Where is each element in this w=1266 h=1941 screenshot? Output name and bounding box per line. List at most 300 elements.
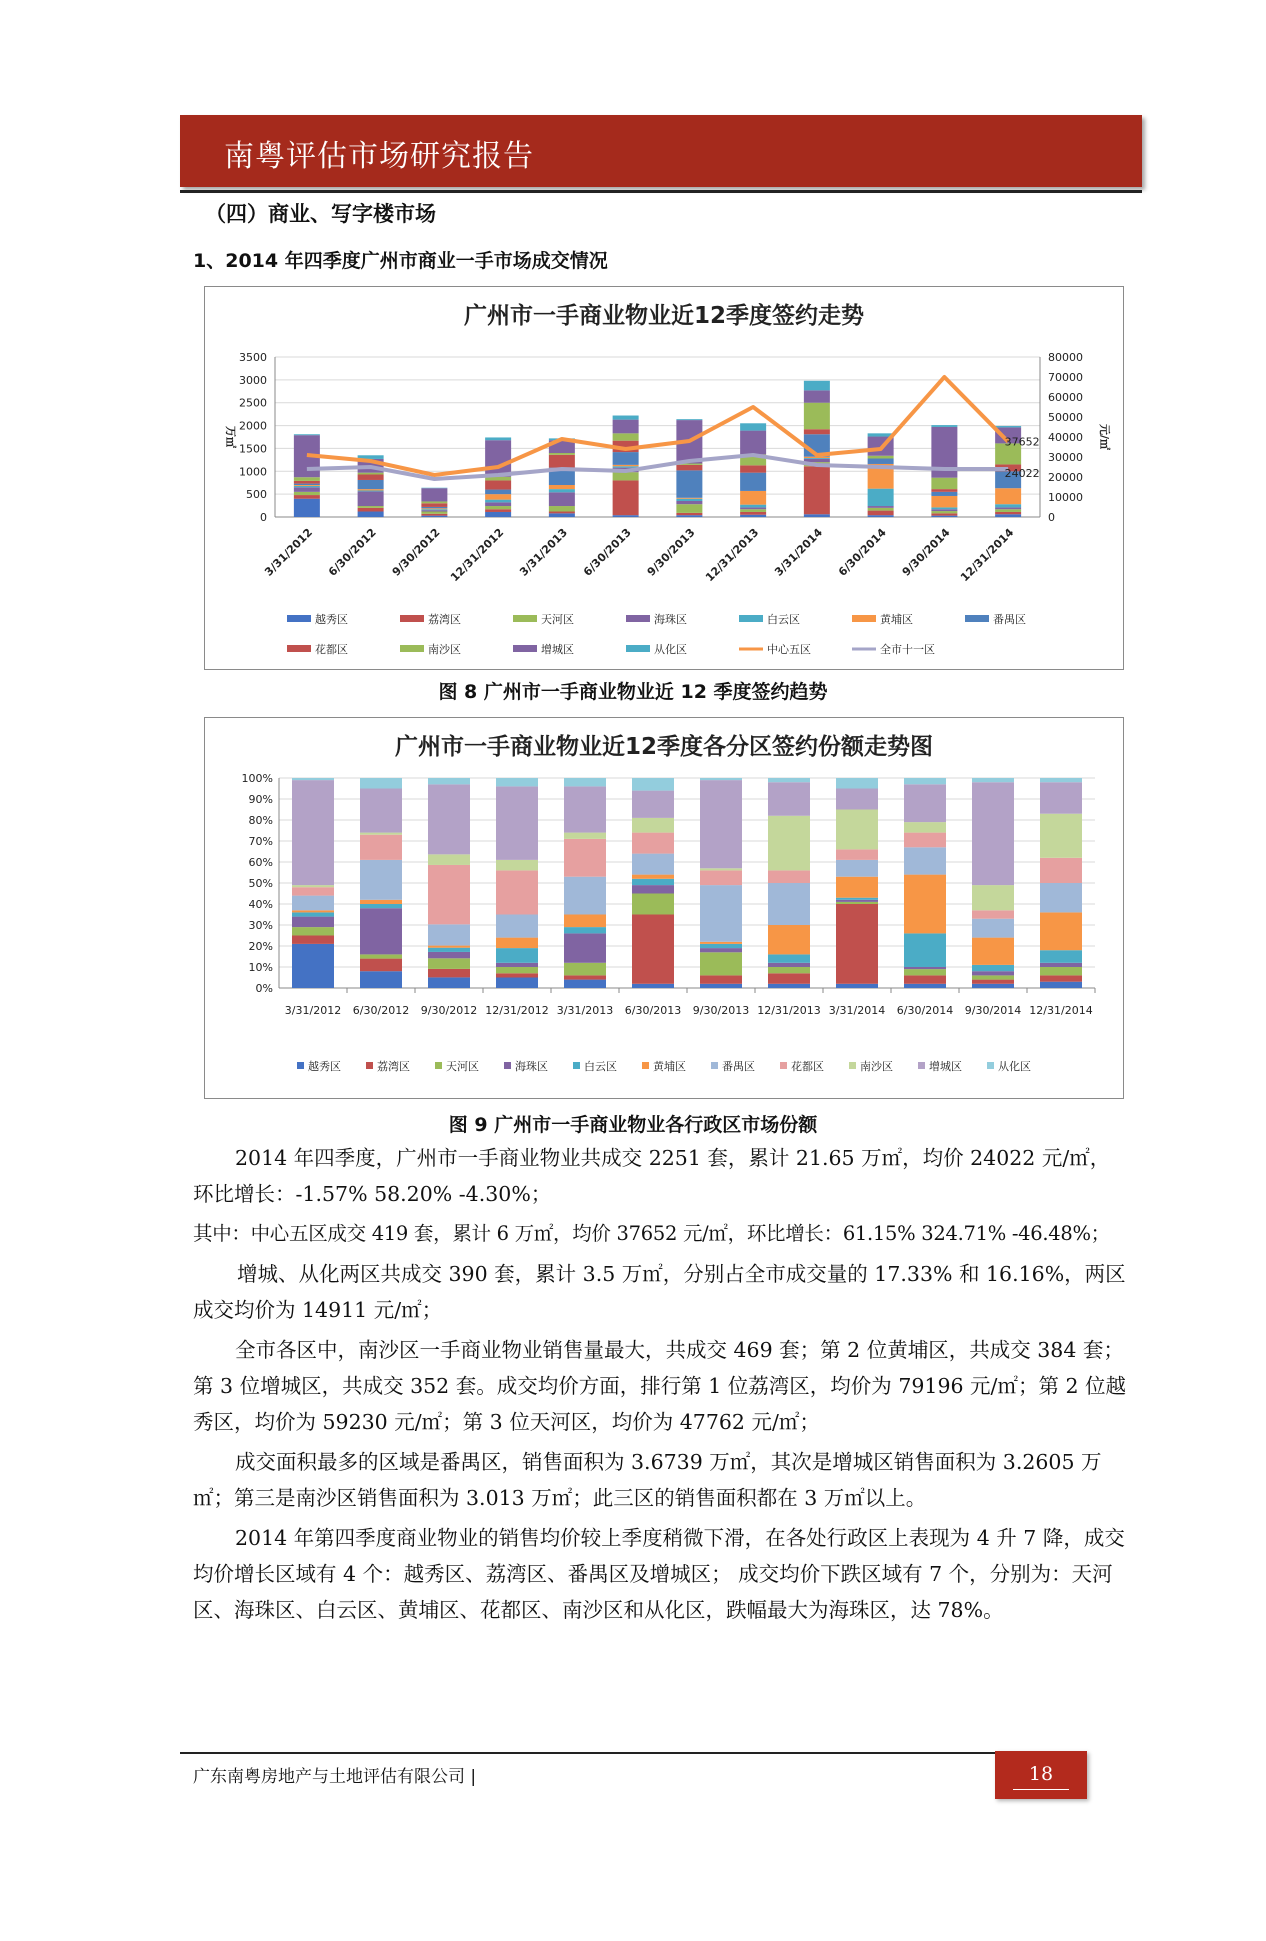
chart-2-bar-segment <box>632 833 674 854</box>
chart-2-bar-segment <box>360 900 402 904</box>
chart-2-caption: 图 9 广州市一手商业物业各行政区市场份额 <box>448 1114 818 1136</box>
chart-1-bar-segment <box>421 507 447 508</box>
chart-1-bar-segment <box>358 491 384 506</box>
chart-2-bar-segment <box>972 980 1014 984</box>
chart-1-bar-segment <box>485 509 511 512</box>
chart-2-bar-segment <box>700 952 742 975</box>
chart-2-bar-segment <box>360 835 402 860</box>
chart-1-bar-segment <box>740 505 766 508</box>
chart-1-ylabel: 万㎡ <box>224 426 237 448</box>
chart-1-bar-segment <box>358 506 384 508</box>
chart-2-bar-segment <box>1040 782 1082 814</box>
chart-2-legend-swatch <box>573 1062 580 1069</box>
chart-2-bar-segment <box>496 938 538 949</box>
chart-2-bar-segment <box>700 885 742 942</box>
chart-1-bar-segment <box>294 485 320 486</box>
chart-2-bar-segment <box>496 915 538 938</box>
chart-2 <box>205 718 1123 1098</box>
chart-2-legend-swatch <box>780 1062 787 1069</box>
chart-2-bar-segment <box>360 778 402 789</box>
chart-1-bar-segment <box>294 499 320 517</box>
chart-1-x-tick: 6/30/2013 <box>580 525 634 579</box>
chart-2-legend-label: 从化区 <box>998 1060 1031 1073</box>
chart-2-y-tick: 100% <box>241 772 273 785</box>
chart-1-bar-segment <box>613 433 639 440</box>
chart-2-bar-segment <box>632 875 674 879</box>
chart-2-bar-segment <box>700 975 742 983</box>
chart-1-bar-segment <box>740 491 766 505</box>
chart-1-bar-segment <box>931 425 957 427</box>
chart-2-bar-segment <box>836 860 878 877</box>
chart-2-bar-segment <box>1040 778 1082 782</box>
chart-1-bar-segment <box>676 513 702 515</box>
chart-1-bar-segment <box>676 419 702 420</box>
chart-1-bar-segment <box>995 507 1021 509</box>
chart-1-bar-segment <box>294 477 320 481</box>
chart-2-x-tick: 9/30/2013 <box>692 1004 750 1017</box>
chart-1-bar-segment <box>931 509 957 511</box>
chart-2-bar-segment <box>292 778 334 780</box>
chart-2-bar-segment <box>768 967 810 973</box>
chart-1-bar-segment <box>549 489 575 492</box>
chart-1-bar-segment <box>676 465 702 470</box>
chart-1-y2-tick: 70000 <box>1048 371 1083 384</box>
chart-1-bar-segment <box>676 470 702 497</box>
chart-1-y2-tick: 0 <box>1048 511 1055 524</box>
chart-2-bar-segment <box>564 933 606 962</box>
chart-2-bar-segment <box>292 885 334 887</box>
chart-2-frame <box>204 717 1124 1099</box>
footer-rule <box>180 1752 995 1754</box>
chart-2-bar-segment <box>428 946 470 948</box>
chart-1-bar-segment <box>421 512 447 514</box>
chart-1-bar-segment <box>613 416 639 420</box>
chart-1-x-tick: 3/31/2013 <box>517 525 570 579</box>
chart-2-legend-label: 海珠区 <box>515 1060 548 1073</box>
chart-1-bar-segment <box>868 456 894 459</box>
chart-2-legend-label: 越秀区 <box>308 1060 341 1073</box>
chart-1-x-tick: 3/31/2012 <box>262 525 315 579</box>
chart-2-bar-segment <box>836 898 878 900</box>
chart-1-bar-segment <box>804 466 830 514</box>
chart-1-caption: 图 8 广州市一手商业物业近 12 季度签约趋势 <box>438 681 828 703</box>
chart-1-bar-segment <box>549 506 575 511</box>
chart-1-bar-segment <box>613 452 639 465</box>
chart-2-bar-segment <box>292 910 334 912</box>
chart-2-bar-segment <box>904 784 946 822</box>
chart-1-y-tick: 2000 <box>239 419 267 433</box>
chart-2-bar-segment <box>564 927 606 933</box>
chart-2-legend-label: 番禺区 <box>722 1060 755 1073</box>
chart-2-bar-segment <box>632 791 674 818</box>
chart-2-bar-segment <box>496 786 538 860</box>
chart-1-y-tick: 1000 <box>239 465 267 479</box>
chart-1-bar-segment <box>421 516 447 517</box>
page-number: 18 <box>1028 1763 1054 1785</box>
paragraph-6: 2014 年第四季度商业物业的销售均价较上季度稍微下滑，在各处行政区上表现为 4 升 7 降，成交均价增长区域有 4 个：越秀区、荔湾区、番禺区及增城区； 成交均价下跌区域有 7 个，分别为：天河区、海珠区、白云区、黄埔区、花都区、南沙区和从化区，跌幅最大为海珠区，达 78%。 <box>193 1526 1125 1622</box>
chart-2-legend-swatch <box>918 1062 925 1069</box>
chart-1-bar-segment <box>294 495 320 499</box>
chart-2-legend-swatch <box>435 1062 442 1069</box>
chart-1-bar-segment <box>358 474 384 479</box>
chart-1-title: 广州市一手商业物业近12季度签约走势 <box>463 303 865 329</box>
chart-1-y-tick: 0 <box>260 511 267 524</box>
chart-1-legend-swatch <box>287 615 311 622</box>
chart-1-bar-segment <box>549 492 575 506</box>
paragraph-5: 成交面积最多的区域是番禺区，销售面积为 3.6739 万㎡，其次是增城区销售面积为 3.2605 万㎡；第三是南沙区销售面积为 3.013 万㎡；此三区的销售面积都在 3 万㎡以上。 <box>193 1450 1102 1510</box>
chart-2-bar-segment <box>428 865 470 924</box>
chart-2-bar-segment <box>360 971 402 988</box>
chart-1-legend-swatch <box>287 645 311 652</box>
chart-2-bar-segment <box>428 977 470 988</box>
chart-1-bar-segment <box>995 488 1021 504</box>
page-number-box <box>995 1751 1087 1799</box>
chart-2-bar-segment <box>768 782 810 816</box>
chart-2-y-tick: 40% <box>248 898 273 911</box>
chart-2-bar-segment <box>972 910 1014 918</box>
chart-1-y-tick: 500 <box>246 488 267 502</box>
chart-2-x-tick: 6/30/2014 <box>896 1004 954 1017</box>
chart-2-bar-segment <box>768 984 810 988</box>
chart-1-legend-label: 白云区 <box>767 613 800 626</box>
chart-2-bar-segment <box>836 902 878 904</box>
chart-1-bar-segment <box>676 498 702 499</box>
chart-1-y2-tick: 80000 <box>1048 351 1083 364</box>
chart-1-y2-tick: 50000 <box>1048 411 1083 424</box>
chart-2-bar-segment <box>496 948 538 963</box>
chart-2-bar-segment <box>632 818 674 833</box>
chart-2-bar-segment <box>904 822 946 833</box>
chart-1-bar-segment <box>868 506 894 508</box>
chart-1-y2-tick: 60000 <box>1048 391 1083 404</box>
chart-2-bar-segment <box>904 875 946 934</box>
chart-2-bar-segment <box>564 877 606 915</box>
chart-2-bar-segment <box>972 965 1014 971</box>
chart-1-bar-segment <box>358 489 384 490</box>
chart-1-bar-segment <box>421 488 447 501</box>
chart-1-bar-segment <box>613 472 639 480</box>
chart-1-bar-segment <box>613 480 639 515</box>
page-number-underline <box>1013 1789 1069 1790</box>
chart-1-bar-segment <box>740 509 766 512</box>
chart-2-bar-segment <box>1040 858 1082 883</box>
chart-2-bar-segment <box>428 778 470 784</box>
chart-1-bar-segment <box>740 431 766 455</box>
chart-1-bar-segment <box>995 514 1021 517</box>
chart-1-bar-segment <box>421 510 447 511</box>
chart-1-bar-segment <box>804 403 830 430</box>
chart-1-bar-segment <box>549 453 575 455</box>
chart-2-bar-segment <box>564 786 606 832</box>
chart-2-legend-swatch <box>297 1062 304 1069</box>
chart-1-bar-segment <box>485 500 511 503</box>
chart-1-bar-segment <box>676 504 702 513</box>
chart-2-bar-segment <box>836 778 878 789</box>
chart-1-bar-segment <box>549 512 575 514</box>
chart-2-x-tick: 3/31/2013 <box>556 1004 614 1017</box>
chart-2-y-tick: 70% <box>248 835 273 848</box>
chart-1-bar-segment <box>868 489 894 506</box>
chart-1-bar-segment <box>931 507 957 509</box>
chart-2-bar-segment <box>360 954 402 958</box>
chart-2-legend-swatch <box>711 1062 718 1069</box>
chart-1-x-tick: 6/30/2014 <box>835 525 889 579</box>
chart-2-bar-segment <box>292 917 334 928</box>
chart-1-legend-swatch <box>965 615 989 622</box>
paragraph-1b: 环比增长：-1.57% 58.20% -4.30%； <box>193 1182 552 1206</box>
header-rule <box>180 190 1142 193</box>
chart-2-bar-segment <box>360 833 402 835</box>
chart-2-legend-label: 增城区 <box>929 1060 962 1073</box>
chart-1-legend-label: 增城区 <box>541 643 574 656</box>
chart-2-bar-segment <box>700 948 742 952</box>
chart-2-bar-segment <box>904 778 946 784</box>
chart-2-bar-segment <box>496 860 538 871</box>
chart-2-bar-segment <box>1040 963 1082 967</box>
paragraph-3: 增城、从化两区共成交 390 套，累计 3.5 万㎡，分别占全市成交量的 17.33% 和 16.16%，两区成交均价为 14911 元/㎡； <box>193 1262 1126 1322</box>
chart-2-y-tick: 50% <box>248 877 273 890</box>
chart-1 <box>205 287 1123 669</box>
chart-1-bar-segment <box>804 429 830 434</box>
chart-1-bar-segment <box>740 512 766 515</box>
chart-1-bar-segment <box>995 509 1021 512</box>
chart-2-legend-swatch <box>849 1062 856 1069</box>
chart-2-bar-segment <box>972 971 1014 975</box>
chart-2-y-tick: 90% <box>248 793 273 806</box>
chart-2-bar-segment <box>700 868 742 870</box>
chart-2-bar-segment <box>632 854 674 875</box>
chart-1-legend-swatch <box>400 615 424 622</box>
chart-2-bar-segment <box>768 925 810 954</box>
chart-2-bar-segment <box>700 944 742 948</box>
chart-1-bar-segment <box>485 506 511 509</box>
chart-1-frame <box>204 286 1124 670</box>
chart-1-bar-segment <box>294 492 320 495</box>
chart-1-bar-segment <box>549 485 575 489</box>
chart-2-bar-segment <box>632 894 674 915</box>
section-title: （四）商业、写字楼市场 <box>205 202 436 226</box>
chart-2-bar-segment <box>292 927 334 935</box>
chart-2-bar-segment <box>904 847 946 874</box>
chart-2-bar-segment <box>768 870 810 883</box>
chart-2-bar-segment <box>428 854 470 865</box>
chart-1-bar-segment <box>868 458 894 463</box>
chart-1-bar-segment <box>421 509 447 510</box>
chart-2-bar-segment <box>428 784 470 854</box>
chart-1-y2-tick: 20000 <box>1048 471 1083 484</box>
chart-2-bar-segment <box>428 948 470 952</box>
chart-2-x-tick: 9/30/2014 <box>964 1004 1022 1017</box>
chart-1-bar-segment <box>358 490 384 491</box>
chart-2-bar-segment <box>496 963 538 967</box>
chart-2-bar-segment <box>836 877 878 898</box>
chart-2-bar-segment <box>292 780 334 885</box>
chart-1-bar-segment <box>613 420 639 434</box>
chart-1-legend-swatch <box>513 615 537 622</box>
chart-2-bar-segment <box>632 984 674 988</box>
chart-1-data-label: 24022 <box>1004 466 1040 480</box>
chart-1-legend-label: 黄埔区 <box>880 613 913 626</box>
chart-1-bar-segment <box>931 492 957 496</box>
chart-1-bar-segment <box>549 513 575 517</box>
chart-1-bar-segment <box>549 455 575 468</box>
chart-1-bar-segment <box>676 515 702 517</box>
chart-1-bar-segment <box>421 501 447 503</box>
chart-1-x-tick: 12/31/2012 <box>448 525 507 585</box>
chart-2-bar-segment <box>972 778 1014 782</box>
chart-1-bar-segment <box>740 465 766 472</box>
chart-2-x-tick: 12/31/2012 <box>485 1004 549 1017</box>
sub-title: 1、2014 年四季度广州市商业一手市场成交情况 <box>193 250 608 272</box>
chart-2-legend-swatch <box>504 1062 511 1069</box>
chart-1-legend-label: 越秀区 <box>315 613 348 626</box>
chart-1-bar-segment <box>931 478 957 489</box>
chart-1-y2-tick: 10000 <box>1048 491 1083 504</box>
chart-2-bar-segment <box>428 924 470 945</box>
chart-1-legend-swatch <box>739 615 763 622</box>
chart-2-legend-label: 黄埔区 <box>653 1060 686 1073</box>
chart-1-x-tick: 12/31/2013 <box>703 525 762 585</box>
chart-2-bar-segment <box>292 944 334 988</box>
chart-2-bar-segment <box>360 908 402 954</box>
chart-2-x-tick: 12/31/2014 <box>1029 1004 1093 1017</box>
chart-2-bar-segment <box>972 919 1014 938</box>
chart-2-bar-segment <box>768 963 810 967</box>
chart-2-legend-label: 天河区 <box>446 1060 479 1073</box>
paragraph-2: 其中：中心五区成交 419 套，累计 6 万㎡，均价 37652 元/㎡，环比增长：61.15% 324.71% -46.48%； <box>193 1222 1110 1245</box>
chart-1-bar-segment <box>485 440 511 477</box>
chart-1-bar-segment <box>485 490 511 495</box>
paragraph-4: 全市各区中，南沙区一手商业物业销售量最大，共成交 469 套；第 2 位黄埔区，共成交 384 套；第 3 位增城区，共成交 352 套。成交均价方面，排行第 1 位荔湾区，均价为 79196 元/㎡；第 2 位越秀区，均价为 59230 元/㎡；第 3 位天河区，均价为 47762 元/㎡； <box>193 1338 1127 1434</box>
body-text <box>193 1140 1133 1628</box>
chart-2-y-tick: 10% <box>248 961 273 974</box>
chart-1-legend-label: 全市十一区 <box>880 643 935 656</box>
chart-2-bar-segment <box>768 778 810 782</box>
chart-1-legend-swatch <box>852 615 876 622</box>
chart-2-bar-segment <box>972 782 1014 885</box>
chart-2-legend-label: 白云区 <box>584 1060 617 1073</box>
report-header <box>180 115 1142 187</box>
chart-1-y2-tick: 30000 <box>1048 451 1083 464</box>
chart-1-y2label: 元/㎡ <box>1098 423 1111 451</box>
chart-1-legend-label: 南沙区 <box>428 643 461 656</box>
chart-1-legend-swatch <box>626 645 650 652</box>
footer-company: 广东南粤房地产与土地评估有限公司 | <box>193 1767 477 1787</box>
chart-1-legend-swatch <box>400 645 424 652</box>
chart-1-x-tick: 9/30/2014 <box>899 525 953 579</box>
chart-2-bar-segment <box>564 839 606 877</box>
chart-1-bar-segment <box>421 503 447 507</box>
chart-1-bar-segment <box>613 465 639 466</box>
chart-2-bar-segment <box>904 833 946 848</box>
chart-1-bar-segment <box>358 473 384 475</box>
chart-2-bar-segment <box>836 789 878 810</box>
chart-2-title: 广州市一手商业物业近12季度各分区签约份额走势图 <box>394 734 934 760</box>
chart-1-y2-tick: 40000 <box>1048 431 1083 444</box>
chart-2-bar-segment <box>836 849 878 860</box>
chart-2-bar-segment <box>836 900 878 902</box>
chart-2-bar-segment <box>768 883 810 925</box>
chart-2-bar-segment <box>292 912 334 916</box>
chart-2-bar-segment <box>632 915 674 984</box>
chart-1-bar-segment <box>868 508 894 511</box>
chart-2-bar-segment <box>972 938 1014 965</box>
chart-2-bar-segment <box>428 958 470 969</box>
chart-2-bar-segment <box>496 967 538 973</box>
chart-1-data-label: 37652 <box>1004 435 1040 449</box>
chart-1-y-tick: 3500 <box>239 351 267 364</box>
report-title: 南粤评估市场研究报告 <box>224 139 534 174</box>
chart-1-bar-segment <box>358 508 384 512</box>
chart-2-legend-swatch <box>987 1062 994 1069</box>
chart-2-bar-segment <box>564 833 606 839</box>
chart-2-bar-segment <box>564 915 606 928</box>
chart-1-bar-segment <box>613 466 639 467</box>
chart-1-legend-label: 天河区 <box>541 613 574 626</box>
chart-1-legend-label: 从化区 <box>654 643 687 656</box>
chart-2-x-tick: 3/31/2012 <box>284 1004 342 1017</box>
chart-1-bar-segment <box>931 513 957 515</box>
chart-1-y-tick: 3000 <box>239 373 267 387</box>
chart-2-bar-segment <box>904 969 946 975</box>
chart-1-bar-segment <box>294 484 320 485</box>
chart-2-bar-segment <box>768 816 810 871</box>
chart-2-y-tick: 20% <box>248 940 273 953</box>
chart-2-bar-segment <box>904 984 946 988</box>
chart-2-bar-segment <box>972 975 1014 979</box>
chart-2-bar-segment <box>1040 967 1082 975</box>
chart-1-bar-segment <box>421 508 447 509</box>
chart-2-bar-segment <box>292 887 334 895</box>
chart-2-bar-segment <box>972 885 1014 910</box>
chart-1-bar-segment <box>931 489 957 492</box>
chart-2-bar-segment <box>836 984 878 988</box>
chart-2-bar-segment <box>904 975 946 983</box>
chart-2-bar-segment <box>1040 883 1082 912</box>
chart-2-y-tick: 80% <box>248 814 273 827</box>
chart-1-legend-label: 花都区 <box>315 643 348 656</box>
chart-2-legend-swatch <box>366 1062 373 1069</box>
chart-1-bar-segment <box>613 515 639 517</box>
chart-2-legend-label: 花都区 <box>791 1060 824 1073</box>
chart-1-bar-segment <box>740 423 766 430</box>
chart-1-bar-segment <box>676 499 702 501</box>
chart-2-bar-segment <box>700 780 742 868</box>
chart-1-bar-segment <box>421 514 447 516</box>
chart-2-bar-segment <box>768 973 810 984</box>
chart-2-y-tick: 30% <box>248 919 273 932</box>
chart-1-y-tick: 2500 <box>239 396 267 410</box>
chart-1-bar-segment <box>995 504 1021 507</box>
chart-2-bar-segment <box>292 896 334 911</box>
chart-2-x-tick: 3/31/2014 <box>828 1004 886 1017</box>
chart-1-bar-segment <box>931 516 957 517</box>
chart-2-bar-segment <box>564 975 606 979</box>
chart-2-bar-segment <box>564 778 606 786</box>
chart-1-bar-segment <box>294 481 320 484</box>
chart-2-bar-segment <box>428 969 470 977</box>
chart-2-bar-segment <box>972 984 1014 988</box>
chart-1-x-tick: 3/31/2014 <box>772 525 825 579</box>
chart-2-bar-segment <box>360 959 402 972</box>
chart-2-bar-segment <box>836 904 878 984</box>
chart-1-bar-segment <box>995 426 1021 427</box>
paragraph-1: 2014 年四季度，广州市一手商业物业共成交 2251 套，累计 21.65 万㎡，均价 24022 元/㎡， <box>235 1146 1111 1170</box>
chart-2-legend-label: 南沙区 <box>860 1060 893 1073</box>
chart-1-legend-label: 番禺区 <box>993 613 1026 626</box>
chart-1-y-tick: 1500 <box>239 442 267 456</box>
chart-2-bar-segment <box>700 984 742 988</box>
